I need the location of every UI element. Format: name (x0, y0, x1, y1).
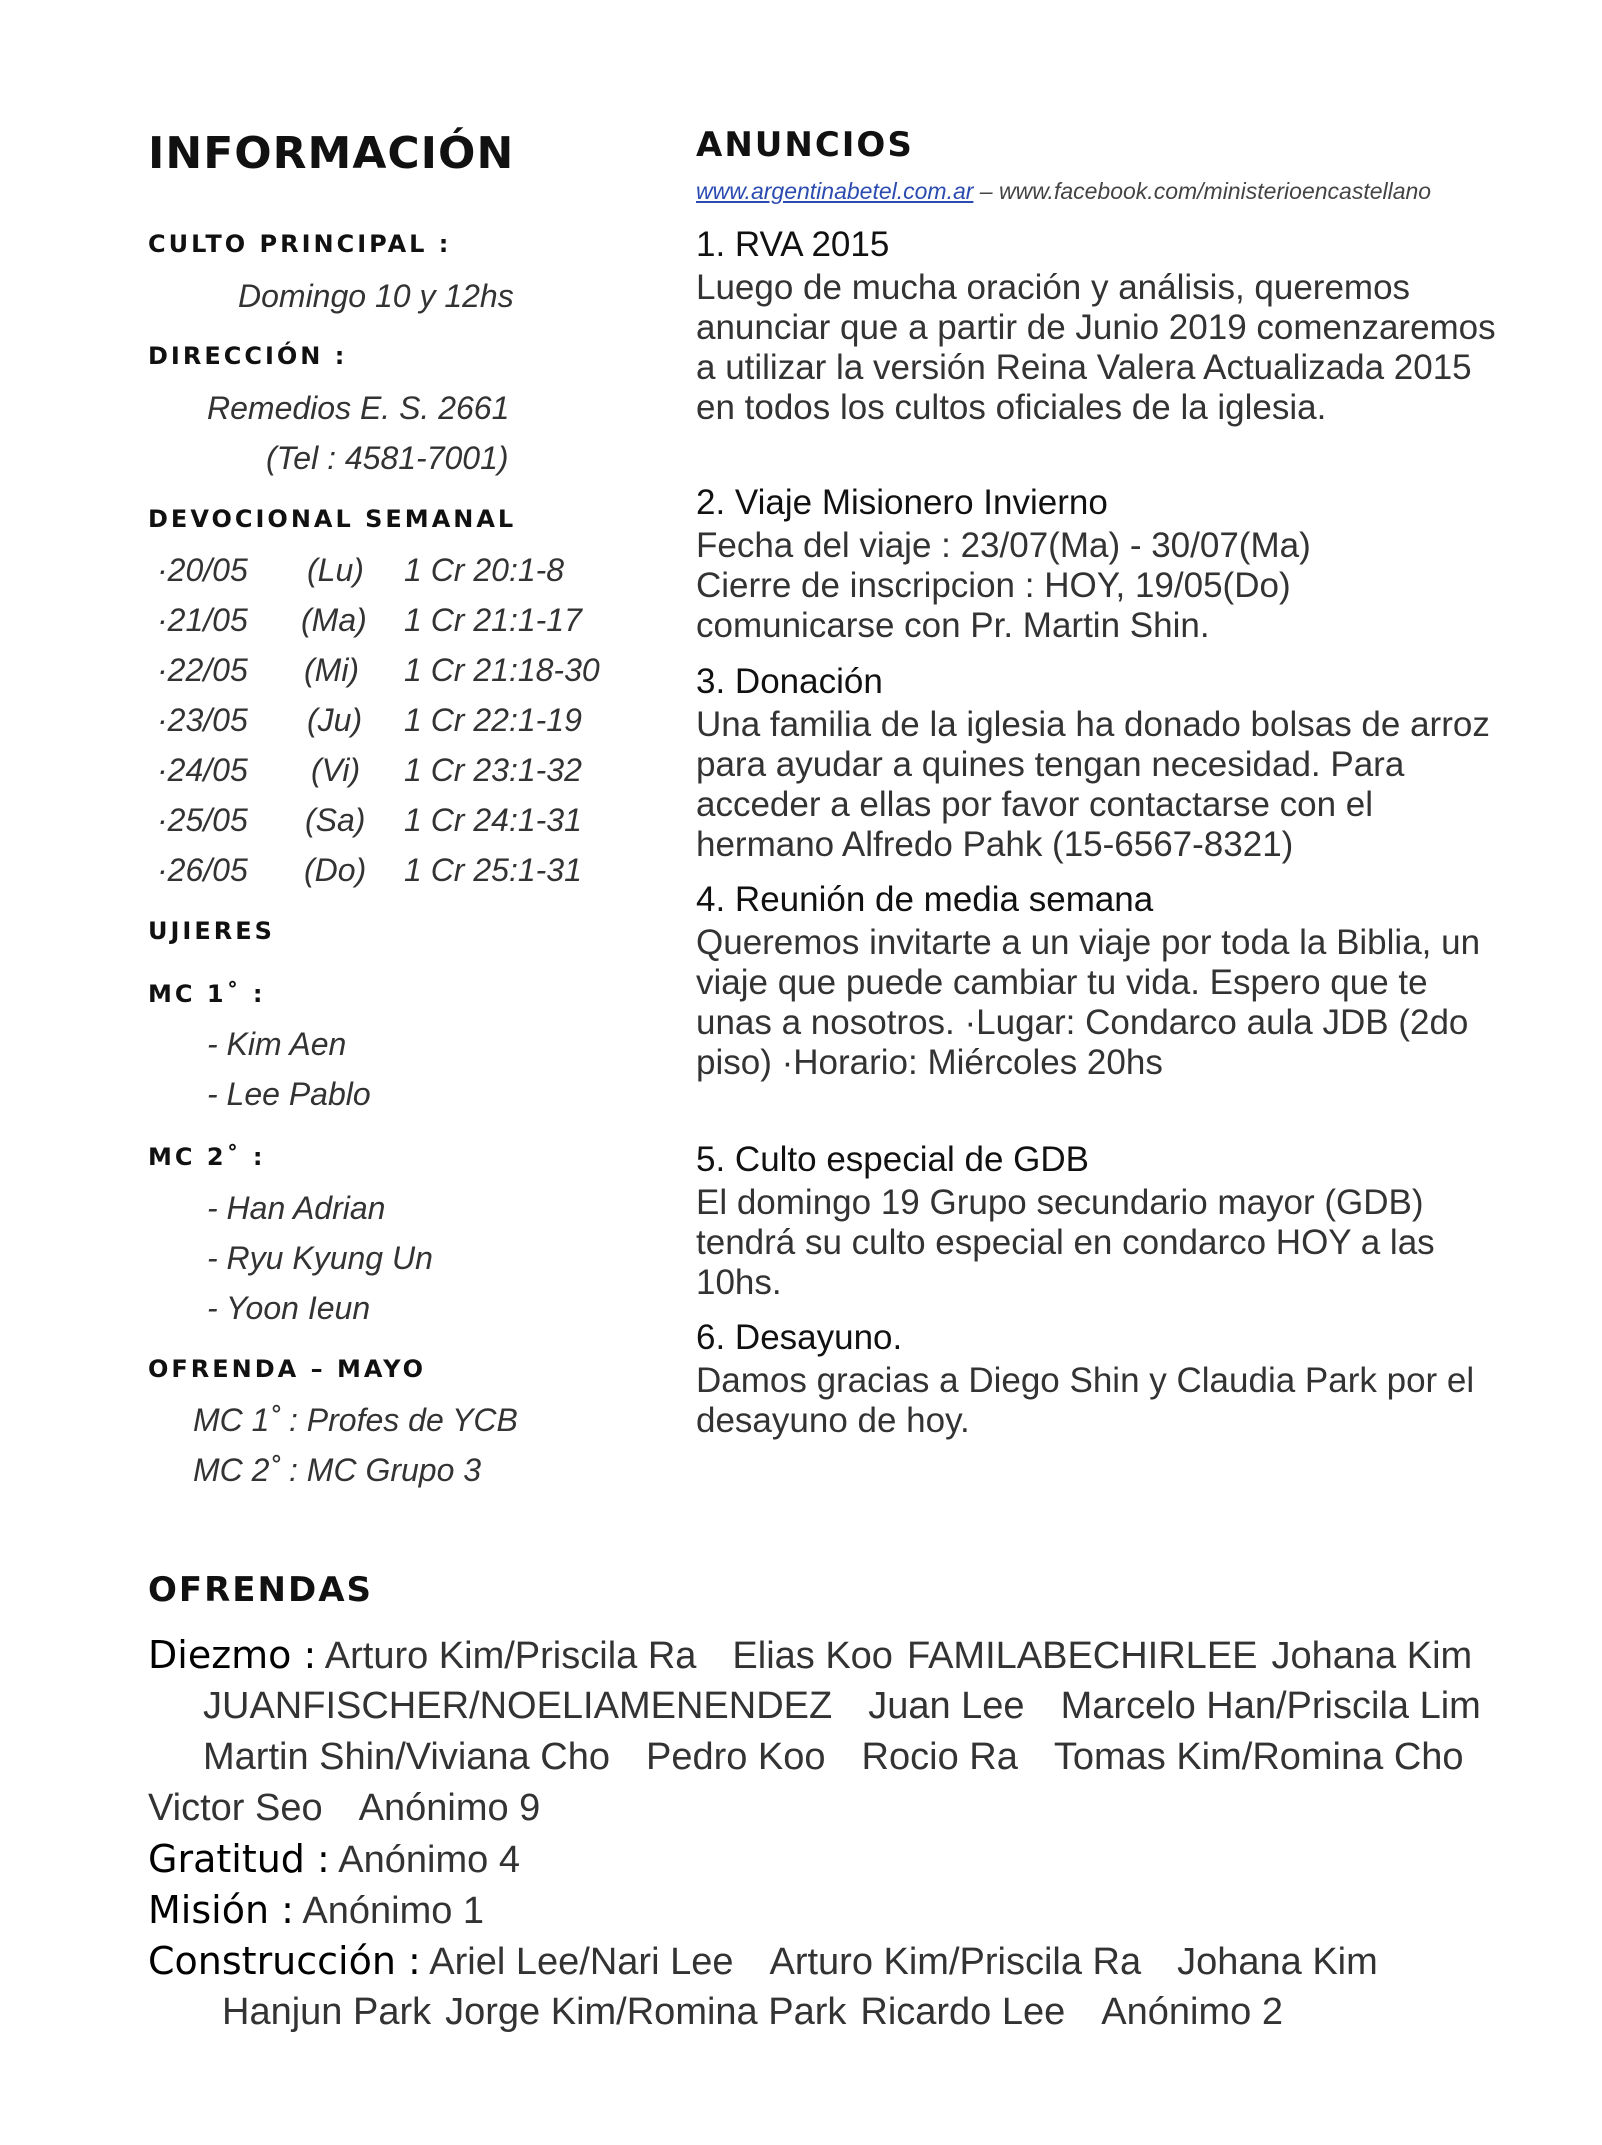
mision-line (148, 1885, 484, 1937)
devocional-date: ·23/05 (157, 702, 248, 738)
culto-label: CULTO PRINCIPAL : (148, 230, 452, 258)
devocional-day: (Sa) (305, 802, 366, 838)
devocional-ref: 1 Cr 20:1-8 (404, 552, 565, 588)
ofrenda-mc2: MC 2˚ : MC Grupo 3 (193, 1452, 482, 1488)
anuncios-links (696, 178, 1431, 205)
ofrenda-entry: Rocio Ra (861, 1736, 1018, 1778)
anuncio-body: Damos gracias a Diego Shin y Claudia Park por el desayuno de hoy. (696, 1361, 1475, 1440)
anuncio-title: 2. Viaje Misionero Invierno (696, 483, 1108, 522)
anuncio-body: Luego de mucha oración y análisis, queremos anunciar que a partir de Junio 2019 comenzaremos a utilizar la versión Reina Valera Actualizada 2015 en todos los cultos oficiales de la iglesia. (696, 268, 1496, 427)
direccion-line2: (Tel : 4581-7001) (266, 440, 509, 476)
info-title: INFORMACIÓN (148, 128, 515, 179)
devocional-ref: 1 Cr 21:18-30 (404, 652, 600, 688)
ofrenda-entry: Hanjun Park (222, 1991, 432, 2033)
website-link[interactable]: www.argentinabetel.com.ar (696, 178, 974, 204)
devocional-day: (Vi) (311, 752, 361, 788)
culto-value: Domingo 10 y 12hs (238, 278, 514, 314)
anuncio-body: Una familia de la iglesia ha donado bolsas de arroz para ayudar a quines tengan necesidad. Para acceder a ellas por favor contactarse con el hermano Alfredo Pahk (15-6567-8321) (696, 705, 1490, 864)
ofrenda-entry: Arturo Kim/Priscila Ra (324, 1635, 697, 1677)
devocional-day: (Do) (304, 852, 367, 888)
ofrenda-entry: Anónimo 1 (302, 1890, 485, 1932)
devocional-date: ·26/05 (157, 852, 248, 888)
devocional-label: DEVOCIONAL SEMANAL (148, 505, 517, 533)
direccion-label: DIRECCIÓN : (148, 342, 348, 370)
ofrenda-mc1: MC 1˚ : Profes de YCB (193, 1402, 518, 1438)
devocional-day: (Mi) (304, 652, 360, 688)
ofrenda-entry: Arturo Kim/Priscila Ra (769, 1941, 1142, 1983)
ofrenda-entry: Anónimo 4 (338, 1839, 520, 1881)
mc2-name: - Han Adrian (207, 1190, 386, 1226)
devocional-date: ·24/05 (157, 752, 248, 788)
diezmo-line (148, 1630, 1472, 1682)
ofrenda-entry: Jorge Kim/Romina Park (445, 1991, 847, 2033)
mision-label: Misión : (148, 1888, 294, 1932)
link-separator: – (973, 178, 999, 204)
devocional-day: (Ma) (301, 602, 367, 638)
ofrenda-entry: Ricardo Lee (860, 1991, 1066, 2033)
gratitud-line (148, 1834, 520, 1886)
diezmo-line (148, 1783, 540, 1834)
ofrenda-entry: Pedro Koo (645, 1736, 826, 1778)
ofrenda-entry: Tomas Kim/Romina Cho (1053, 1736, 1464, 1778)
devocional-ref: 1 Cr 23:1-32 (404, 752, 582, 788)
anuncio-title: 4. Reunión de media semana (696, 880, 1154, 919)
ofrendas-title: OFRENDAS (148, 1570, 374, 1610)
ofrenda-entry: FAMILABECHIRLEE (906, 1635, 1258, 1677)
anuncio-title: 5. Culto especial de GDB (696, 1140, 1089, 1179)
ofrenda-entry: Victor Seo (148, 1787, 323, 1829)
mc1-name: - Lee Pablo (207, 1076, 371, 1112)
devocional-ref: 1 Cr 22:1-19 (404, 702, 582, 738)
ofrenda-entry: Johana Kim (1177, 1941, 1378, 1983)
devocional-date: ·20/05 (157, 552, 248, 588)
ofrenda-mayo-label: OFRENDA – MAYO (148, 1355, 427, 1383)
ofrenda-entry: Anónimo 2 (1101, 1991, 1283, 2033)
construccion-line (222, 1987, 1283, 2038)
anuncio-body: Fecha del viaje : 23/07(Ma) - 30/07(Ma) Cierre de inscripcion : HOY, 19/05(Do) comunicarse con Pr. Martin Shin. (696, 526, 1311, 645)
anuncio-body: Queremos invitarte a un viaje por toda la Biblia, un viaje que puede cambiar tu vida. Espero que te unas a nosotros. ·Lugar: Condarco aula JDB (2do piso) ·Horario: Miércoles 20hs (696, 923, 1481, 1082)
construccion-label: Construcción : (148, 1939, 421, 1983)
devocional-date: ·25/05 (157, 802, 248, 838)
anuncio-title: 6. Desayuno. (696, 1318, 903, 1357)
anuncio-title: 1. RVA 2015 (696, 225, 890, 264)
ofrenda-entry: Elias Koo (732, 1635, 893, 1677)
diezmo-line (203, 1732, 1464, 1783)
facebook-link: www.facebook.com/ministerioencastellano (999, 178, 1432, 204)
diezmo-line (203, 1681, 1481, 1732)
mc1-name: - Kim Aen (207, 1026, 347, 1062)
devocional-ref: 1 Cr 24:1-31 (404, 802, 582, 838)
mc2-name: - Yoon Ieun (207, 1290, 371, 1326)
construccion-line (148, 1936, 1378, 1988)
direccion-line1: Remedios E. S. 2661 (207, 390, 510, 426)
anuncio-body: El domingo 19 Grupo secundario mayor (GDB) tendrá su culto especial en condarco HOY a las 10hs. (696, 1183, 1435, 1302)
anuncios-title: ANUNCIOS (696, 125, 914, 165)
ofrenda-entry: Martin Shin/Viviana Cho (203, 1736, 610, 1778)
devocional-date: ·21/05 (157, 602, 248, 638)
mc2-label: MC 2˚ : (148, 1143, 266, 1171)
mc1-label: MC 1˚ : (148, 980, 266, 1008)
diezmo-label: Diezmo : (148, 1633, 317, 1677)
gratitud-label: Gratitud : (148, 1837, 330, 1881)
devocional-day: (Lu) (307, 552, 364, 588)
devocional-ref: 1 Cr 21:1-17 (404, 602, 582, 638)
ofrenda-entry: Juan Lee (868, 1685, 1025, 1727)
ofrenda-entry: Johana Kim (1271, 1635, 1473, 1677)
devocional-ref: 1 Cr 25:1-31 (404, 852, 582, 888)
ofrenda-entry: JUANFISCHER/NOELIAMENENDEZ (203, 1685, 833, 1727)
ofrenda-entry: Ariel Lee/Nari Lee (429, 1941, 734, 1983)
ujieres-label: UJIERES (148, 917, 275, 945)
anuncio-title: 3. Donación (696, 662, 883, 701)
ofrenda-entry: Marcelo Han/Priscila Lim (1060, 1685, 1481, 1727)
devocional-date: ·22/05 (157, 652, 248, 688)
mc2-name: - Ryu Kyung Un (207, 1240, 433, 1276)
ofrenda-entry: Anónimo 9 (358, 1787, 541, 1829)
devocional-day: (Ju) (307, 702, 363, 738)
